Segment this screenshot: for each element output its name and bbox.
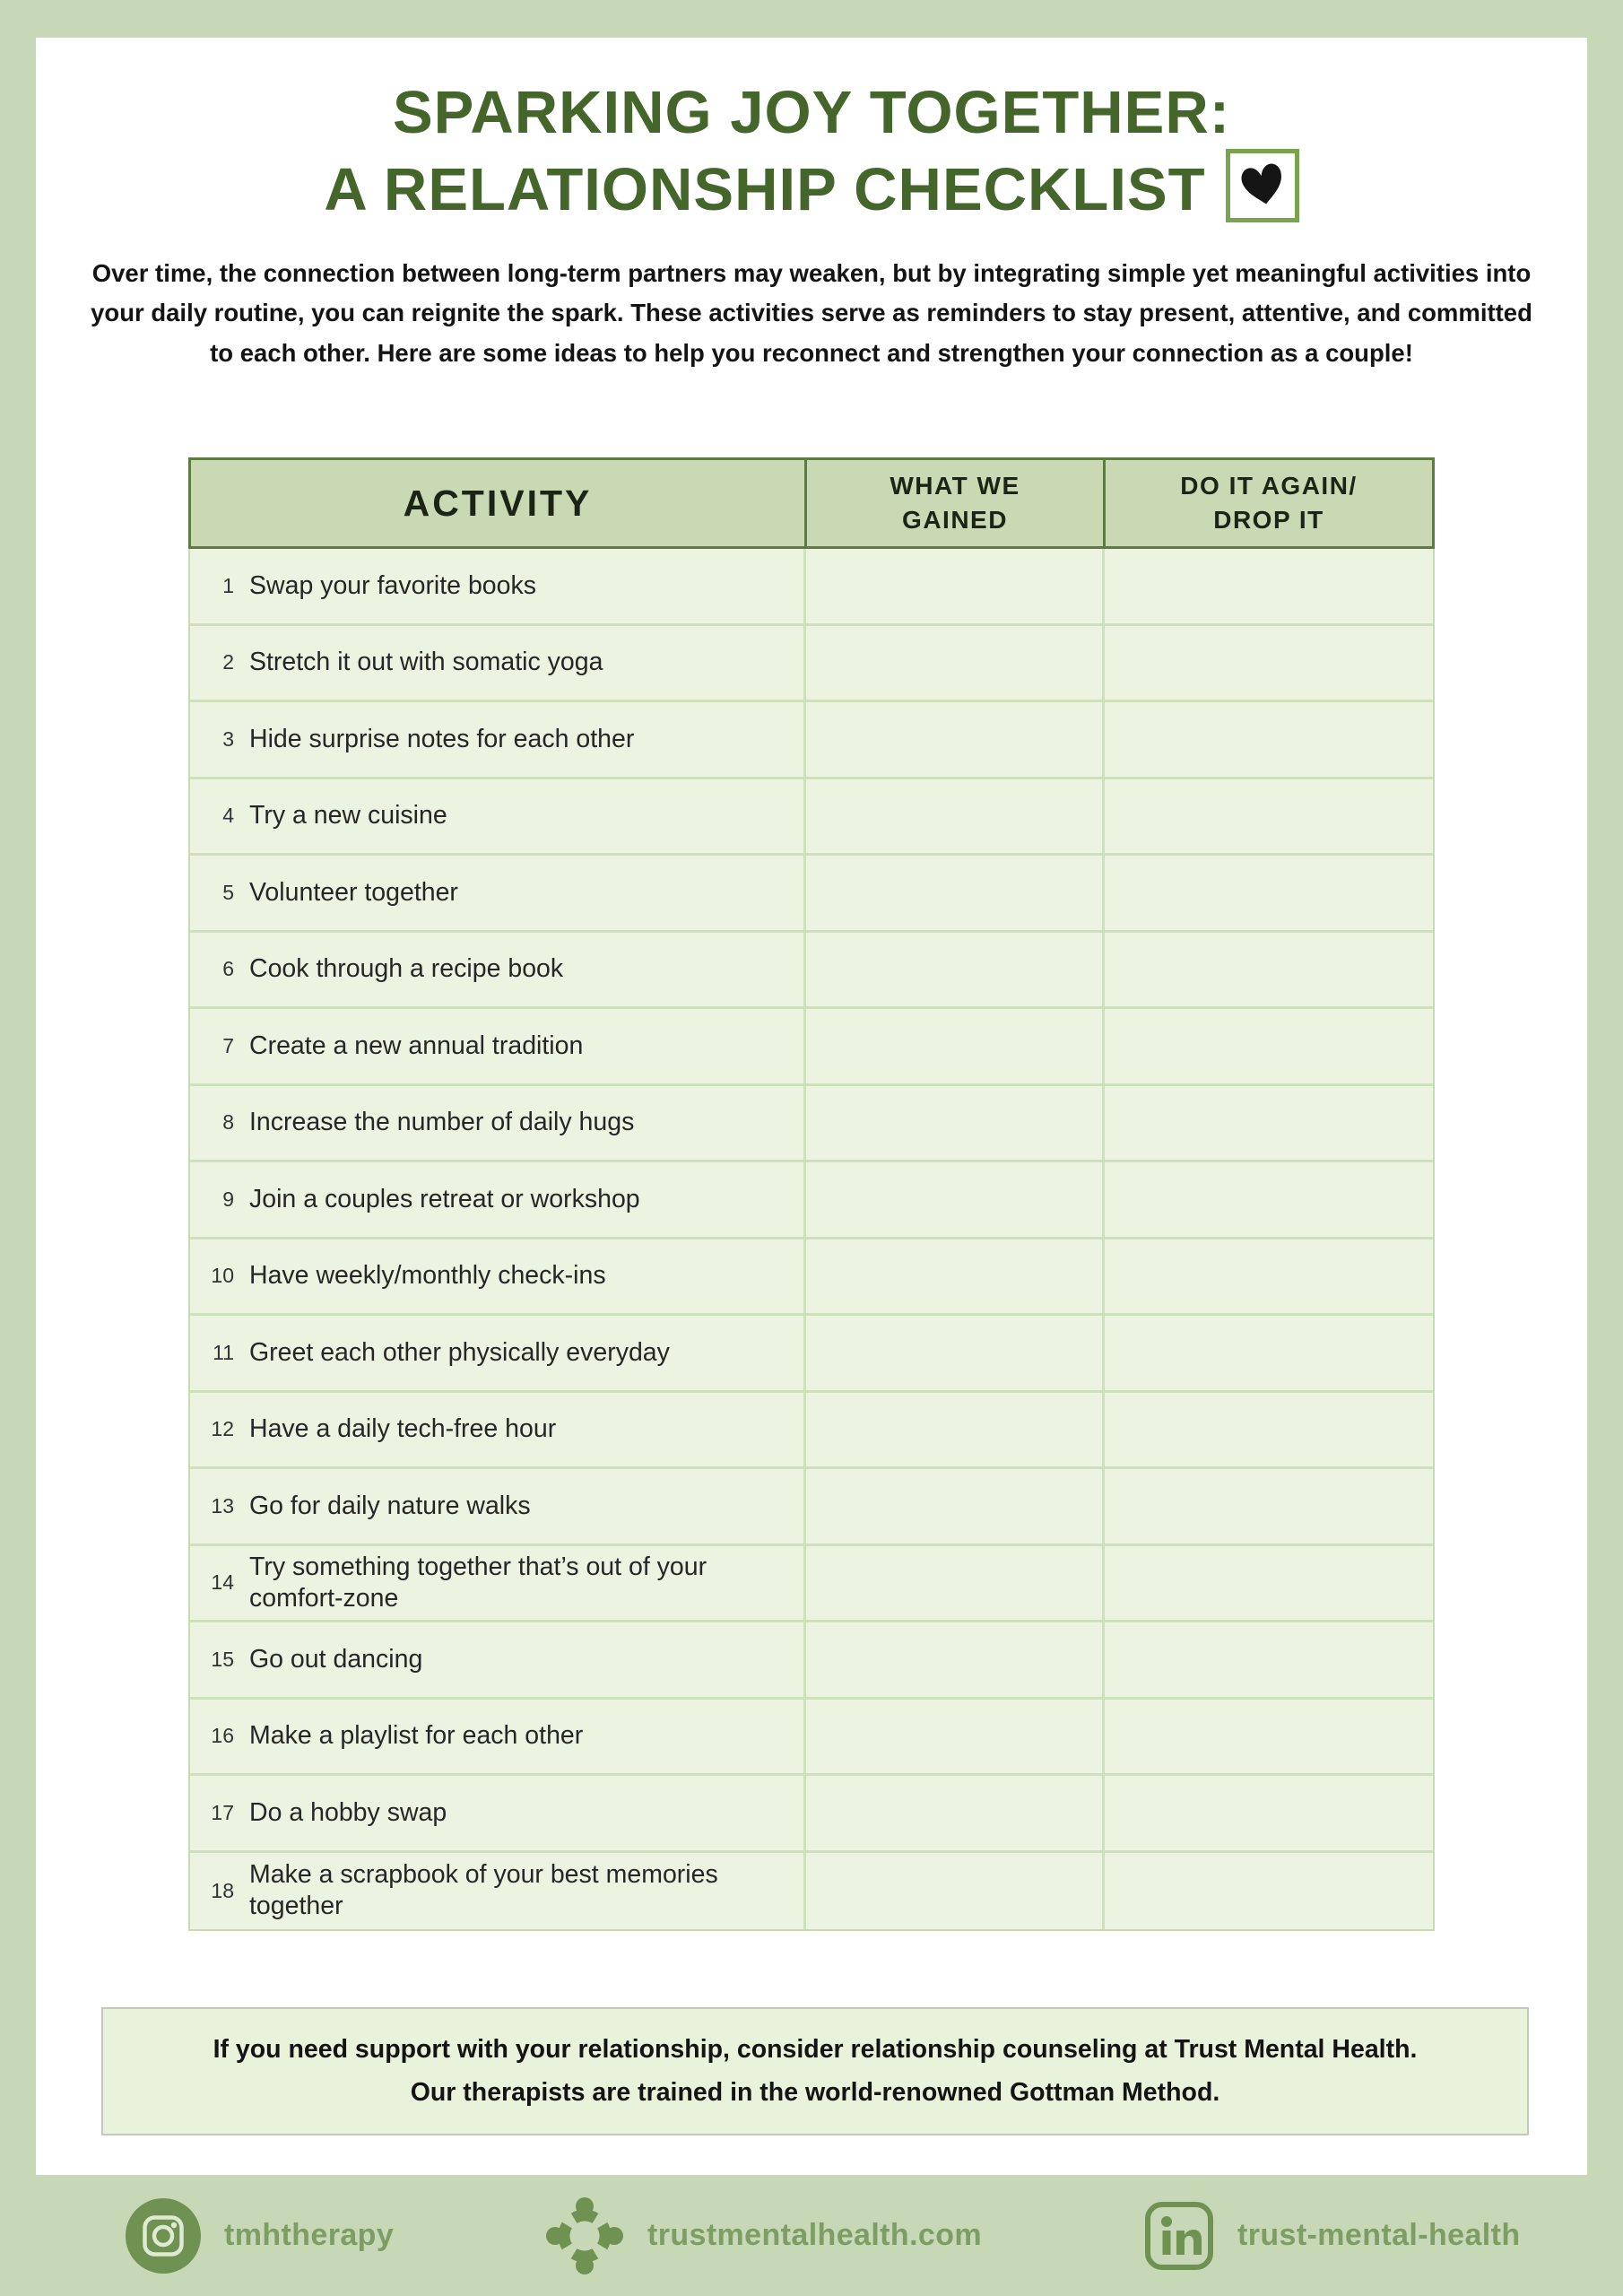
row-number: 3 [222, 726, 234, 751]
gained-cell [806, 1009, 1105, 1083]
table-row [190, 1469, 1433, 1546]
table-row [190, 702, 1433, 779]
activity-label: Stretch it out with somatic yoga [249, 648, 603, 677]
page-title-line2: A RELATIONSHIP CHECKLIST [36, 149, 1587, 226]
column-header-again: DO IT AGAIN/ DROP IT [1180, 472, 1358, 534]
gained-cell [806, 702, 1105, 777]
row-number: 16 [211, 1724, 234, 1748]
website-link[interactable] [545, 2175, 982, 2296]
again-cell [1105, 1393, 1433, 1467]
gained-cell [806, 1546, 1105, 1621]
website-url: trustmentalhealth.com [647, 2218, 983, 2252]
activity-label: Try a new cuisine [249, 801, 447, 831]
row-number: 17 [211, 1800, 234, 1824]
gained-cell [806, 933, 1105, 1007]
row-number: 12 [211, 1417, 234, 1441]
column-header-activity: ACTIVITY [191, 460, 807, 546]
gained-cell [806, 1239, 1105, 1314]
activity-label: Go for daily nature walks [249, 1491, 531, 1520]
activity-label: Have weekly/monthly check-ins [249, 1261, 606, 1291]
again-cell [1105, 1316, 1433, 1390]
activity-label: Make a playlist for each other [249, 1721, 584, 1751]
gained-cell [806, 626, 1105, 700]
again-cell [1105, 1239, 1433, 1314]
row-number: 8 [222, 1110, 234, 1135]
row-number: 4 [222, 804, 234, 828]
again-cell [1105, 702, 1433, 777]
again-cell [1105, 1622, 1433, 1697]
table-row [190, 549, 1433, 626]
activity-label: Make a scrapbook of your best memories together [249, 1860, 718, 1921]
again-cell [1105, 1546, 1433, 1621]
activity-label: Do a hobby swap [249, 1797, 447, 1827]
table-row [190, 779, 1433, 857]
activity-label: Have a daily tech-free hour [249, 1414, 557, 1444]
table-row [190, 1009, 1433, 1086]
gained-cell [806, 549, 1105, 623]
again-cell [1105, 626, 1433, 700]
row-number: 5 [222, 880, 234, 904]
gained-cell [806, 1316, 1105, 1390]
table-row [190, 933, 1433, 1010]
again-cell [1105, 1776, 1433, 1850]
gained-cell [806, 1393, 1105, 1467]
table-row [190, 1776, 1433, 1853]
row-number: 13 [211, 1493, 234, 1518]
activity-label: Join a couples retreat or workshop [249, 1184, 640, 1213]
again-cell [1105, 1469, 1433, 1544]
tmh-logo-icon [545, 2196, 624, 2275]
activity-label: Swap your favorite books [249, 570, 536, 600]
table-row [190, 856, 1433, 933]
activity-table [188, 457, 1435, 1931]
instagram-handle: tmhtherapy [224, 2218, 395, 2252]
row-number: 11 [213, 1340, 234, 1364]
intro-paragraph: Over time, the connection between long-term partners may weaken, but by integrating simple yet meaningful activities into your daily routine, you can reignite the spark. These activities serve as reminders to stay present, attentive, and committed to each other. Here are some ideas to help you reconnect and strengthen your connection as a couple! [91, 258, 1532, 367]
gained-cell [806, 1700, 1105, 1774]
gained-cell [806, 1086, 1105, 1161]
page-title-line1: SPARKING JOY TOGETHER: [392, 79, 1231, 146]
row-number: 2 [222, 650, 234, 674]
page-title [36, 77, 1587, 227]
activity-label: Cook through a recipe book [249, 954, 564, 984]
gained-cell [806, 1622, 1105, 1697]
table-row [190, 1622, 1433, 1700]
gained-cell [806, 1853, 1105, 1930]
row-number: 10 [211, 1264, 234, 1288]
row-number: 7 [222, 1033, 234, 1057]
row-number: 1 [222, 573, 234, 597]
instagram-link[interactable] [126, 2175, 394, 2296]
gained-cell [806, 779, 1105, 854]
instagram-icon [126, 2198, 201, 2274]
heart-icon [1226, 149, 1299, 222]
activity-label: Greet each other physically everyday [249, 1337, 670, 1367]
table-body [188, 549, 1435, 1931]
row-number: 14 [211, 1570, 234, 1595]
again-cell [1105, 779, 1433, 854]
page-sheet [36, 38, 1587, 2175]
activity-label: Hide surprise notes for each other [249, 724, 635, 753]
activity-label: Go out dancing [249, 1644, 423, 1674]
again-cell [1105, 549, 1433, 623]
column-header-gained: WHAT WE GAINED [807, 460, 1106, 546]
activity-label: Increase the number of daily hugs [249, 1108, 635, 1137]
linkedin-icon [1144, 2201, 1214, 2271]
activity-label: Volunteer together [249, 877, 458, 907]
again-cell [1105, 1700, 1433, 1774]
table-row [190, 1239, 1433, 1317]
gained-cell [806, 1162, 1105, 1237]
activity-label: Create a new annual tradition [249, 1031, 584, 1060]
again-cell [1105, 933, 1433, 1007]
again-cell [1105, 1086, 1433, 1161]
table-row [190, 1162, 1433, 1239]
again-cell [1105, 1162, 1433, 1237]
gained-cell [806, 856, 1105, 930]
support-note: If you need support with your relationship, consider relationship counseling at Trust Mental Health. Our therapists are trained in the world-renowned Gottman Method. [101, 2007, 1529, 2135]
table-row [190, 1086, 1433, 1163]
table-row [190, 1546, 1433, 1623]
gained-cell [806, 1776, 1105, 1850]
linkedin-handle: trust-mental-health [1237, 2218, 1521, 2252]
row-number: 6 [222, 957, 234, 981]
again-cell [1105, 1009, 1433, 1083]
row-number: 9 [222, 1187, 234, 1211]
linkedin-link[interactable] [1144, 2175, 1521, 2296]
table-row [190, 1316, 1433, 1393]
again-cell [1105, 856, 1433, 930]
table-row [190, 626, 1433, 703]
activity-label: Try something together that’s out of your comfort-zone [249, 1552, 707, 1613]
row-number: 15 [211, 1647, 234, 1671]
row-number: 18 [211, 1878, 234, 1902]
gained-cell [806, 1469, 1105, 1544]
table-row [190, 1700, 1433, 1777]
table-row [190, 1393, 1433, 1470]
table-header-row [188, 457, 1435, 549]
again-cell [1105, 1853, 1433, 1930]
table-row [190, 1853, 1433, 1930]
